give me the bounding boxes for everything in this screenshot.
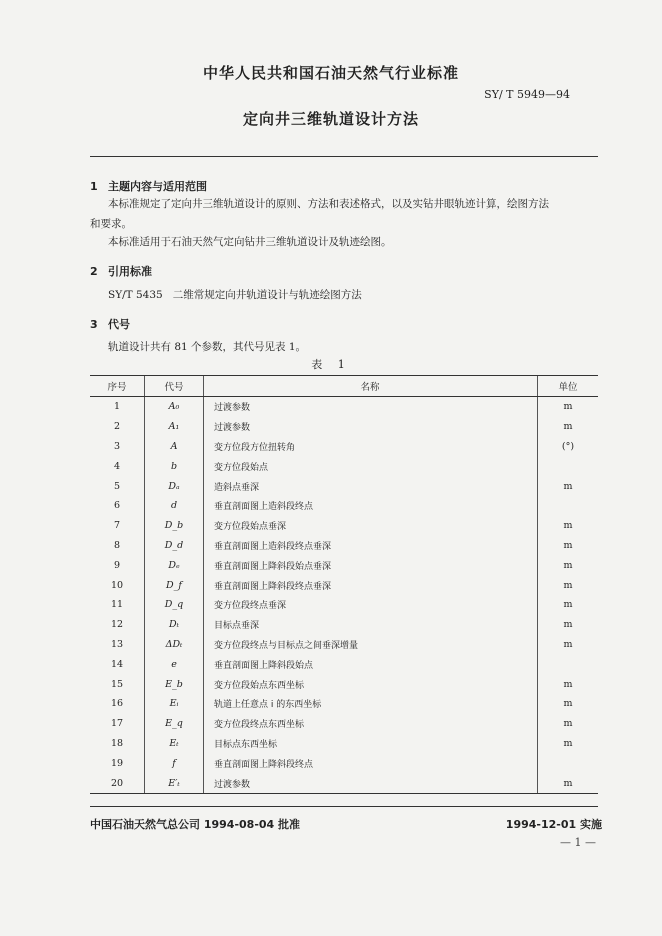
header-divider — [90, 156, 598, 157]
row-code: E_b — [145, 674, 204, 694]
section-1-heading: 1 主题内容与适用范围 — [90, 180, 207, 193]
table-header-row — [90, 376, 598, 397]
row-name: 垂直剖面图上降斜段始点垂深 — [204, 555, 538, 575]
table-row — [90, 397, 598, 417]
table-row — [90, 674, 598, 694]
header-code: 代号 — [145, 376, 204, 397]
row-code: D_d — [145, 536, 204, 556]
row-number: 18 — [110, 737, 124, 749]
row-code: e — [145, 654, 204, 674]
row-code: A₀ — [145, 397, 204, 417]
row-code: Dₐ — [145, 476, 204, 496]
row-unit: m — [538, 714, 599, 734]
row-number: 15 — [110, 678, 124, 690]
section-3-paragraph: 轨道设计共有 81 个参数，其代号见表 1。 — [108, 341, 307, 353]
row-unit: m — [538, 694, 599, 714]
section-1-paragraph-1: 本标准规定了定向井三维轨道设计的原则、方法和表述格式，以及实钻井眼轨迹计算，绘图方法 — [108, 198, 549, 210]
row-name: 变方位段始点 — [204, 456, 538, 476]
row-number: 7 — [113, 520, 121, 532]
row-unit: m — [538, 674, 599, 694]
row-code: d — [145, 496, 204, 516]
row-number: 11 — [110, 599, 124, 611]
row-name: 造斜点垂深 — [204, 476, 538, 496]
row-unit: m — [538, 773, 599, 793]
table-row — [90, 476, 598, 496]
row-code: Eₜ — [145, 734, 204, 754]
symbol-table — [90, 375, 598, 794]
row-code: D_b — [145, 516, 204, 536]
standard-title: 定向井三维轨道设计方法 — [242, 110, 419, 128]
row-unit: m — [538, 516, 599, 536]
row-number: 9 — [113, 559, 121, 571]
row-code: A₁ — [145, 417, 204, 437]
row-name: 垂直剖面图上降斜段始点 — [204, 654, 538, 674]
table-row — [90, 635, 598, 655]
row-name: 垂直剖面图上降斜段终点垂深 — [204, 575, 538, 595]
row-unit: m — [538, 555, 599, 575]
row-number: 3 — [113, 440, 121, 452]
row-unit: m — [538, 397, 599, 417]
row-number: 12 — [110, 619, 124, 631]
row-name: 垂直剖面图上降斜段终点 — [204, 753, 538, 773]
header-name: 名称 — [204, 376, 538, 397]
row-code: A — [145, 437, 204, 457]
table-row — [90, 496, 598, 516]
row-unit: m — [538, 595, 599, 615]
row-number: 13 — [110, 638, 124, 650]
row-unit: m — [538, 575, 599, 595]
row-name: 变方位段终点东西坐标 — [204, 714, 538, 734]
row-code: b — [145, 456, 204, 476]
row-code: f — [145, 753, 204, 773]
section-2-heading: 2 引用标准 — [90, 265, 152, 278]
row-unit: m — [538, 417, 599, 437]
row-name: 垂直剖面图上造斜段终点垂深 — [204, 536, 538, 556]
section-1-paragraph-2: 本标准适用于石油天然气定向钻井三维轨道设计及轨迹绘图。 — [108, 236, 392, 248]
table-row — [90, 615, 598, 635]
row-name: 轨道上任意点 i 的东西坐标 — [204, 694, 538, 714]
header-unit: 单位 — [538, 376, 599, 397]
row-number: 20 — [90, 773, 145, 793]
row-name: 过渡参数 — [204, 417, 538, 437]
table-row — [90, 437, 598, 457]
standard-organization: 中华人民共和国石油天然气行业标准 — [202, 64, 459, 82]
table-row — [90, 734, 598, 754]
table-row — [90, 595, 598, 615]
row-name: 变方位段始点垂深 — [204, 516, 538, 536]
row-number: 4 — [113, 460, 121, 472]
row-code: D_q — [145, 595, 204, 615]
row-code: Dₑ — [145, 555, 204, 575]
row-unit: m — [538, 635, 599, 655]
row-name: 目标点垂深 — [204, 615, 538, 635]
row-name: 变方位段方位扭转角 — [204, 437, 538, 457]
row-number: 14 — [110, 658, 124, 670]
table-row — [90, 694, 598, 714]
table-row — [90, 714, 598, 734]
row-number: 2 — [113, 421, 121, 433]
row-number: 16 — [110, 698, 124, 710]
section-2-reference: SY/T 5435 二维常规定向井轨道设计与轨迹绘图方法 — [108, 289, 362, 301]
row-unit — [538, 753, 599, 773]
row-name: 过渡参数 — [204, 773, 538, 793]
page-number: — 1 — — [560, 836, 596, 849]
table-row — [90, 555, 598, 575]
row-unit: (°) — [538, 437, 599, 457]
header-number: 序号 — [90, 376, 145, 397]
row-unit: m — [538, 734, 599, 754]
row-unit: m — [538, 615, 599, 635]
row-number: 6 — [113, 500, 121, 512]
row-code: D_f — [145, 575, 204, 595]
table-row — [90, 516, 598, 536]
row-number: 19 — [110, 757, 124, 769]
table-row — [90, 575, 598, 595]
row-unit — [538, 496, 599, 516]
approval-text: 中国石油天然气总公司 1994-08-04 批准 — [90, 818, 301, 831]
row-name: 垂直剖面图上造斜段终点 — [204, 496, 538, 516]
row-name: 变方位段终点与目标点之间垂深增量 — [204, 635, 538, 655]
row-number: 17 — [110, 718, 124, 730]
row-number: 5 — [113, 480, 121, 492]
row-name: 变方位段终点垂深 — [204, 595, 538, 615]
row-name: 变方位段始点东西坐标 — [204, 674, 538, 694]
table-row — [90, 773, 598, 793]
row-code: Eᵢ — [145, 694, 204, 714]
footer-divider — [90, 806, 598, 807]
table-caption: 表 1 — [311, 358, 351, 371]
row-name: 目标点东西坐标 — [204, 734, 538, 754]
row-name: 过渡参数 — [204, 397, 538, 417]
section-3-heading: 3 代号 — [90, 318, 130, 331]
effective-date: 1994-12-01 实施 — [505, 818, 602, 831]
row-number: 10 — [110, 579, 124, 591]
row-unit — [538, 654, 599, 674]
row-code: E_q — [145, 714, 204, 734]
table-row — [90, 654, 598, 674]
row-unit: m — [538, 536, 599, 556]
section-1-paragraph-1-cont: 和要求。 — [90, 218, 132, 230]
row-unit — [538, 456, 599, 476]
row-code: Dₜ — [145, 615, 204, 635]
table-row — [90, 417, 598, 437]
row-code: E′ₜ — [145, 773, 204, 793]
table-row — [90, 536, 598, 556]
row-number: 8 — [113, 539, 121, 551]
row-code: ΔDₜ — [145, 635, 204, 655]
row-number: 1 — [113, 401, 121, 413]
table-row — [90, 753, 598, 773]
table-row — [90, 456, 598, 476]
row-unit: m — [538, 476, 599, 496]
standard-code: SY/ T 5949—94 — [484, 88, 570, 101]
